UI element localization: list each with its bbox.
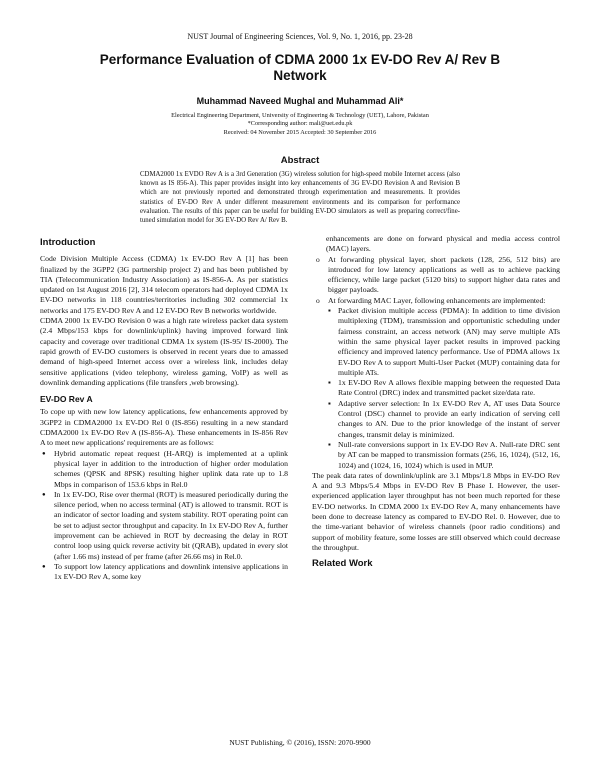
right-column [312,234,560,576]
continued-bullet-text: enhancements are done on forward physical and media access control (MAC) layers. [326,234,560,254]
list-item: ● To support low latency applications and downlink intensive applications in 1x EV-DO Rev A, some key [40,562,288,583]
affiliation-block [60,112,540,137]
abstract-heading: Abstract [280,155,320,166]
reva-bullet-list [40,449,288,583]
list-item: o At forwarding MAC Layer, following enhancements are implemented: [312,296,560,306]
abstract-text: CDMA2000 1x EVDO Rev A is a 3rd Generation (3G) wireless solution for high-speed mobile Internet access (also known as IS 856-A). This paper provides insight into key enhancements of 3G EV-DO Revision A and Revision B which are not previously reported and demonstrated through experimentation and measurements. It provides statistics of EV-DO Rev A under different measurement environments and its comparison for performance evaluation. The results of this paper can be useful for building EV-DO simulators as well as preparing correct/fine-tuned simulation model for 3G EV-DO Rev A/ Rev B. [140,171,460,225]
peak-rate-paragraph: The peak data rates of downlink/uplink are 3.1 Mbps/1.8 Mbps in EV-DO Rev A and 9.3 Mbps/5.4 Mbps in EV-DO Rev B Phase I. However, the user-experienced application layer throughput has not been much reported for these EV-DO networks. In CDMA 2000 1x EV-DO Rev A, many enhancements have been done to decrease latency as compared to EV-DO Rel. 0. However, due to the time-variant behavior of wireless channels (poor radio conditions) and support of mobility feature, some losses are still observed which could decrease the throughput. [312,470,560,552]
related-work-heading: Related Work [312,558,373,570]
list-item: ▪ Null-rate conversions support in 1x EV-DO Rev A. Null-rate DRC sent by AT can be mapped to transmission formats (256, 16, 1024), (512, 16, 1024) and (1024, 16, 1024) which is used in MUP. [320,440,560,471]
paper-title [40,52,560,84]
left-column [40,236,288,583]
introduction-heading: Introduction [40,237,96,248]
list-item: o At forwarding physical layer, short packets (128, 256, 512 bits) are introduced for low latency applications as well as to achieve packing efficiency, while large packet (5120 bits) to support higher data rates and bigger payloads. [312,255,560,296]
list-item: ▪ Adaptive server selection: In 1x EV-DO Rev A, AT uses Data Source Control (DSC) channel to provide an early indication of serving cell changes to AN. Due to the prior knowledge of the instant of server changes, transmit delay is minimized. [320,399,560,440]
layer-list [312,255,560,306]
intro-paragraph-1: Code Division Multiple Access (CDMA) 1x EV-DO Rev A [1] has been finalized by the 3GPP2 (3G partnership project 2) and has been published by TIA (Telecommunication Industry Association) as IS-856-A. As per statistics updated on 1st August 2016 [2], 314 telecom operators had deployed CDMA 1x EV-DO networks in 118 countries/territories including 302 commercial 1x networks and 175 EV-DO Rev A and 12 EV-DO Rev B networks worldwide. [40,254,288,315]
list-item: ▪ 1x EV-DO Rev A allows flexible mapping between the requested Data Rate Control (DRC) index and transmitted packet size/data rate. [320,378,560,399]
title-line-1: Performance Evaluation of CDMA 2000 1x EV-DO Rev A/ Rev B [99,52,501,67]
title-line-2: Network [273,68,327,83]
evdo-reva-heading: EV-DO Rev A [40,394,93,405]
list-item: ● In 1x EV-DO, Rise over thermal (ROT) is measured periodically during the silence period, when no access terminal (AT) is allowed to transmit. ROT is an indicator of sector loading and system stability. ROT operating point can be set to adjust sector throughput and capacity. In 1x EV-DO Rev A, further improvement can be achieved in ROT by decreasing the delay in ROT control loop using quick reverse activity bit (QRAB), updated in every slot (after 1.66 ms) instead of per frame (after 26.66 ms) in Rel.0. [40,490,288,562]
affiliation: Electrical Engineering Department, University of Engineering & Technology (UET), Lahore, Pakistan [171,112,429,119]
corresponding-author: *Corresponding author: mali@uet.edu.pk [247,120,353,128]
journal-header: NUST Journal of Engineering Sciences, Vol. 9, No. 1, 2016, pp. 23-28 [187,32,413,41]
list-item: ● Hybrid automatic repeat request (H-ARQ) is implemented at a uplink physical layer in addition to the introduction of higher order modulation schemes (QPSK and 8PSK) resulting higher uplink data rate up to 1.8 Mbps in comparison of 153.6 kbps in Rel.0 [40,449,288,490]
mac-enhancement-list [312,306,560,471]
received-accepted-dates: Received: 04 November 2015 Accepted: 30 September 2016 [223,128,377,136]
reva-paragraph: To cope up with new low latency applications, few enhancements approved by 3GPP2 in CDMA2000 1x EV-DO Rel 0 (IS-856) resulting in a new standard CDMA2000 1x EV-DO Rev A (IS-856-A). These enhancements in IS-856 Rev A to meet new applications' requirements are as follows: [40,407,288,448]
authors: Muhammad Naveed Mughal and Muhammad Ali* [196,96,404,106]
list-item: ▪ Packet division multiple access (PDMA): In addition to time division multiplexing (TDM), transmission and opportunistic scheduling under fairness constraint, an access network (AN) may serve multiple ATs within the same physical layer packet results in improved packing efficiency and improved latency performance. Use of PDMA allows 1x EV-DO Rev A to support Multi-User Packet (MUP) containing data for multiple ATs. [320,306,560,378]
intro-paragraph-2: CDMA 2000 1x EV-DO Revision 0 was a high rate wireless packet data system (2.4 Mbps/153 kbps for downlink/uplink) having improved forward link capacity and coverage over traditional CDMA 1x system (IS-95/ IS-2000). The rapid growth of EV-DO customers is observed in recent years due to amassed demand of high-speed Internet access over a wireless link, includes delay sensitive applications (video telephony, wireless gaming, VoIP) as well as downlink demanding applications (file transfers ,web browsing). [40,316,288,387]
page-footer: NUST Publishing, © (2016), ISSN: 2070-9900 [229,738,371,747]
